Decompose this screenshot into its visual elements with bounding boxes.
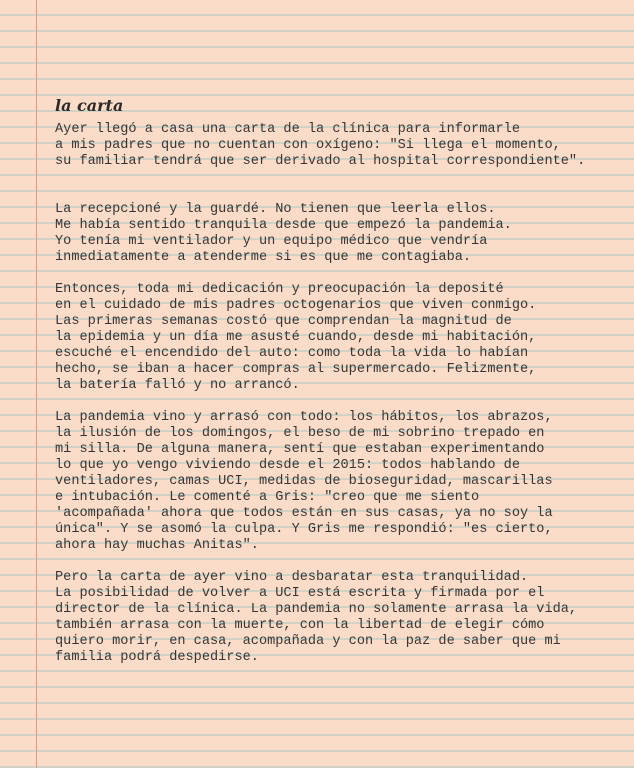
paragraph-4: La pandemia vino y arrasó con todo: los hábitos, los abrazos, la ilusión de los domingos, el beso de mi sobrino trepado en mi silla. De alguna manera, sentí que estaban experimentando lo que yo vengo viviendo desde el 2015: todos hablando de ventiladores, camas UCI, medidas de bioseguridad, mascarillas e intubación. Le comenté a Gris: "creo que me siento 'acompañada' ahora que todos están en sus casas, ya no soy la única". Y se asomó la culpa. Y Gris me respondió: "es cierto, ahora hay muchas Anitas". bbox=[55, 410, 553, 553]
notebook-margin-line bbox=[36, 0, 37, 768]
paragraph-1: Ayer llegó a casa una carta de la clínica para informarle a mis padres que no cuentan con oxígeno: "Si llega el momento, su familiar tendrá que ser derivado al hospital correspondiente". bbox=[55, 122, 586, 169]
paragraph-3: Entonces, toda mi dedicación y preocupación la deposité en el cuidado de mis padres octogenarios que viven conmigo. Las primeras semanas costó que comprendan la magnitud de la epidemia y un día me asusté cuando, desde mi habitación, escuché el encendido del auto: como toda la vida lo habían hecho, se iban a hacer compras al supermercado. Felizmente, la batería falló y no arrancó. bbox=[55, 282, 537, 393]
paragraph-2: La recepcioné y la guardé. No tienen que leerla ellos. Me había sentido tranquila desde que empezó la pandemia. Yo tenía mi ventilador y un equipo médico que vendría inmediatamente a atenderme si es que me contagiaba. bbox=[55, 202, 512, 265]
letter-page bbox=[55, 96, 630, 666]
paragraph-5: Pero la carta de ayer vino a desbaratar esta tranquilidad. La posibilidad de volver a UCI está escrita y firmada por el director de la clínica. La pandemia no solamente arrasa la vida, también arrasa con la muerte, con la libertad de elegir cómo quiero morir, en casa, acompañada y con la paz de saber que mi familia podrá despedirse. bbox=[55, 570, 578, 665]
page-title: la carta bbox=[55, 96, 124, 115]
